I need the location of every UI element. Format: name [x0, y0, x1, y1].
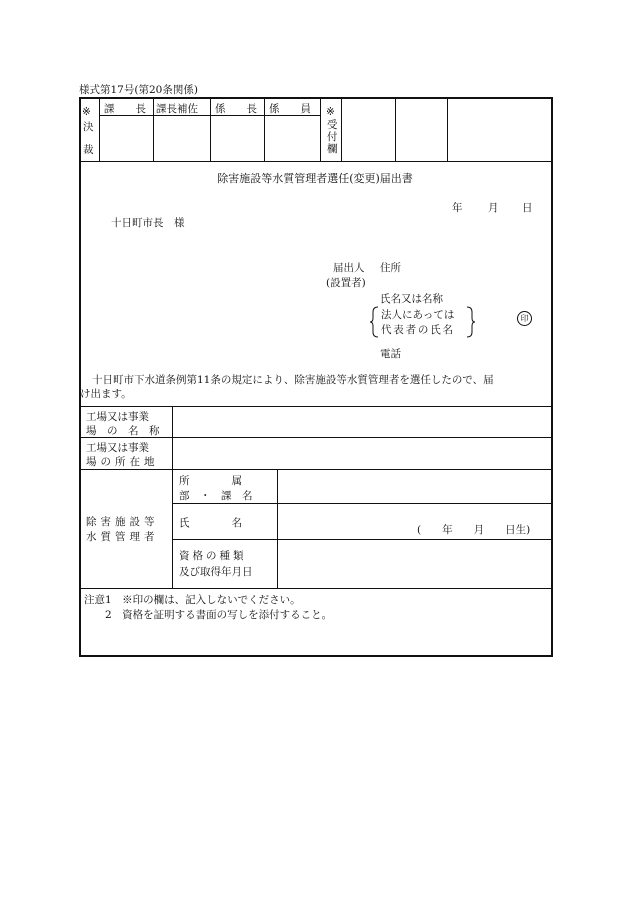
note-1: 注意1 ※印の欄は、記入しないでください。 [84, 594, 301, 606]
date-day-label: 日 [522, 202, 533, 214]
col-kacho: 課 長 [104, 103, 146, 115]
corp-line-1: 法人にあっては [381, 309, 455, 321]
form-number: 様式第17号(第20条関係) [79, 84, 198, 96]
address-label: 住所 [380, 262, 401, 274]
manager-label-2: 水質管理者 [86, 531, 159, 543]
uketsuke-mark: ※ [326, 106, 335, 118]
factory-name-label-1: 工場又は事業 [86, 411, 149, 423]
uketsuke-char-3: 欄 [327, 143, 338, 155]
seal-mark-icon: 印 [517, 311, 532, 326]
qualification-label-1: 資格の種類 [179, 550, 247, 562]
factory-name-label-2: 場 の 名 称 [86, 425, 160, 437]
applicant-label: 届出人 [333, 262, 365, 274]
manager-name-label: 氏 名 [179, 517, 242, 529]
corp-line-2: 代表者の氏名 [381, 324, 455, 336]
factory-location-label-1: 工場又は事業 [86, 442, 149, 454]
applicant-sub-label: (設置者) [326, 277, 366, 289]
col-kacho-hosa: 課長補佐 [156, 103, 198, 115]
kessai-char-2: 裁 [83, 144, 94, 156]
right-bracket-icon [465, 306, 475, 338]
uketsuke-char-1: 受 [327, 119, 338, 131]
qualification-label-2: 及び取得年月日 [179, 566, 253, 578]
dept-label-2: 部 ・ 課 名 [179, 490, 253, 502]
document-title: 除害施設等水質管理者選任(変更)届出書 [217, 172, 413, 185]
kessai-char-1: 決 [83, 121, 94, 133]
uketsuke-char-2: 付 [327, 131, 338, 143]
date-year-label: 年 [452, 202, 463, 214]
dept-label-1: 所 属 [179, 475, 242, 487]
birth-date: ( 年 月 日生) [417, 524, 531, 536]
col-kakariin: 係 員 [269, 103, 311, 115]
body-text-line-2: け出ます。 [80, 388, 132, 400]
manager-label-1: 除害施設等 [86, 516, 159, 528]
factory-location-label-2: 場の所在地 [86, 456, 159, 468]
phone-label: 電話 [380, 348, 401, 360]
note-2: 2 資格を証明する書面の写しを添付すること。 [84, 609, 333, 621]
left-bracket-icon [370, 306, 380, 338]
addressee: 十日町市長 様 [111, 217, 185, 229]
name-label: 氏名又は名称 [380, 293, 443, 305]
col-kakaricho: 係 長 [215, 103, 257, 115]
date-month-label: 月 [488, 202, 499, 214]
body-text-line-1: 十日町市下水道条例第11条の規定により、除害施設等水質管理者を選任したので、届 [92, 374, 494, 386]
kessai-mark: ※ [82, 106, 91, 118]
